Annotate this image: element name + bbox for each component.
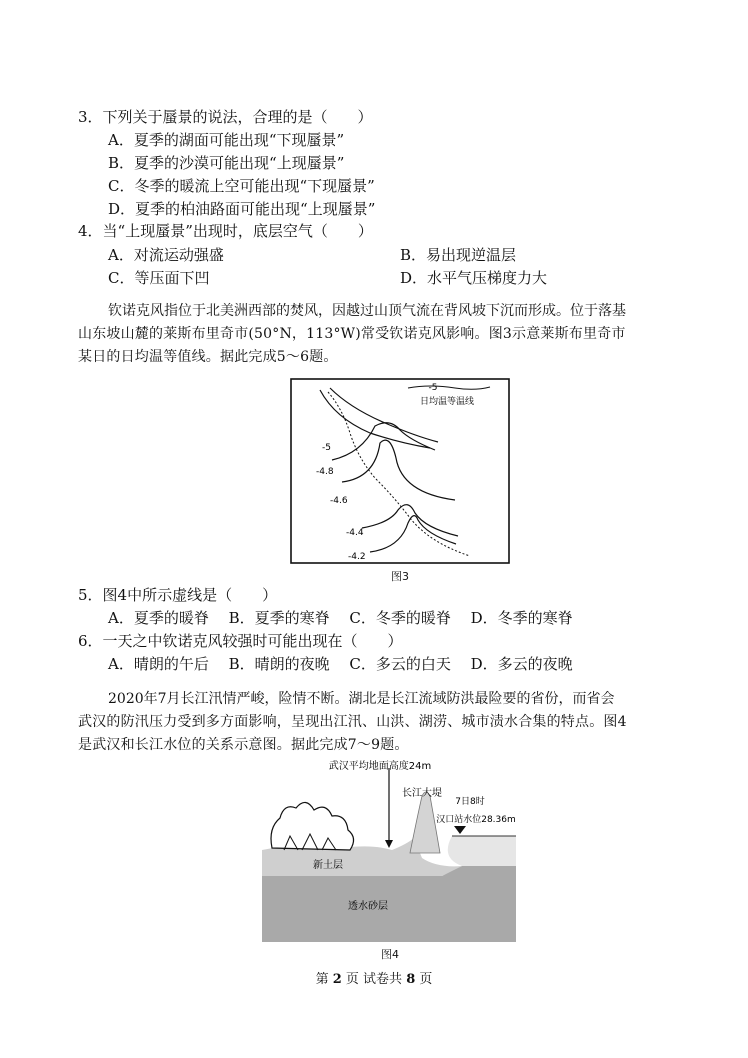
- contour-label-minus4-8: -4.8: [316, 467, 334, 477]
- sand-layer: [262, 866, 516, 942]
- q5-stem: 5．图4中所示虚线是（ ）: [78, 586, 278, 604]
- q4-option-a: A．对流运动强盛: [108, 246, 224, 264]
- arrow-head-icon: [385, 840, 393, 848]
- q3-option-a: A．夏季的湖面可能出现“下现蜃景”: [108, 131, 345, 149]
- figure3-isotherm-map: [290, 378, 510, 564]
- contour-label-minus4-6: -4.6: [330, 496, 348, 506]
- water-level-marker-icon: [454, 826, 466, 834]
- q6-options: A．晴朗的午后 B．晴朗的夜晚 C．多云的白天 D．多云的夜晚: [108, 655, 573, 673]
- passage2-line2: 武汉的防汛压力受到多方面影响，呈现出江汛、山洪、湖涝、城市渍水合集的特点。图4: [78, 714, 627, 730]
- q4-option-c: C．等压面下凹: [108, 269, 210, 287]
- soil-layer-label: 新土层: [313, 860, 343, 871]
- legend-label: 日均温等温线: [419, 397, 475, 407]
- contour-label-minus4-4: -4.4: [346, 528, 364, 538]
- q3-stem: 3．下列关于蜃景的说法，合理的是（ ）: [78, 108, 373, 126]
- q6-stem: 6．一天之中钦诺克风较强时可能出现在（ ）: [78, 632, 403, 650]
- levee-label: 长江大堤: [402, 788, 442, 799]
- passage2-line3: 是武汉和长江水位的关系示意图。据此完成7～9题。: [78, 737, 409, 753]
- figure4-wuhan-water-level-diagram: [262, 758, 516, 944]
- footer-page-number: 2: [332, 972, 342, 987]
- avg-height-label: 武汉平均地面高度24m: [328, 761, 432, 772]
- footer-total-pages: 8: [406, 972, 416, 987]
- q3-option-d: D．夏季的柏油路面可能出现“上现蜃景”: [108, 200, 376, 218]
- footer-suffix: 页: [419, 972, 433, 987]
- figure3-caption: 图3: [391, 570, 409, 583]
- q4-stem: 4．当“上现蜃景”出现时，底层空气（ ）: [78, 222, 373, 240]
- figure4-caption: 图4: [381, 948, 399, 961]
- q3-option-c: C．冬季的暖流上空可能出现“下现蜃景”: [108, 177, 375, 195]
- river-water: [448, 836, 516, 866]
- legend-value: -5: [428, 383, 438, 393]
- contour-label-minus4-2: -4.2: [348, 552, 366, 562]
- page-footer: [0, 968, 748, 987]
- contour-label-minus5: -5: [322, 443, 331, 453]
- trees-icon: [271, 802, 354, 850]
- passage1-line1: 钦诺克风指位于北美洲西部的焚风，因越过山顶气流在背风坡下沉而形成。位于落基: [108, 303, 626, 319]
- q3-option-b: B．夏季的沙漠可能出现“上现蜃景”: [108, 154, 345, 172]
- time-label: 7日8时: [455, 797, 485, 807]
- q5-options: A．夏季的暖脊 B．夏季的寒脊 C．冬季的暖脊 D．冬季的寒脊: [108, 609, 573, 627]
- passage1-line2: 山东坡山麓的莱斯布里奇市(50°N，113°W)常受钦诺克风影响。图3示意莱斯布里奇市: [78, 326, 626, 342]
- footer-middle: 页 试卷共: [345, 972, 403, 987]
- sand-layer-label: 透水砂层: [348, 901, 388, 912]
- passage1-line3: 某日的日均温等值线。据此完成5～6题。: [78, 349, 338, 365]
- water-level-label: 汉口站水位28.36m: [436, 815, 516, 825]
- q4-option-b: B．易出现逆温层: [400, 246, 517, 264]
- q4-option-d: D．水平气压梯度力大: [400, 269, 548, 287]
- passage2-line1: 2020年7月长江汛情严峻，险情不断。湖北是长江流域防洪最险要的省份，而省会: [108, 691, 615, 707]
- footer-prefix: 第: [315, 972, 329, 987]
